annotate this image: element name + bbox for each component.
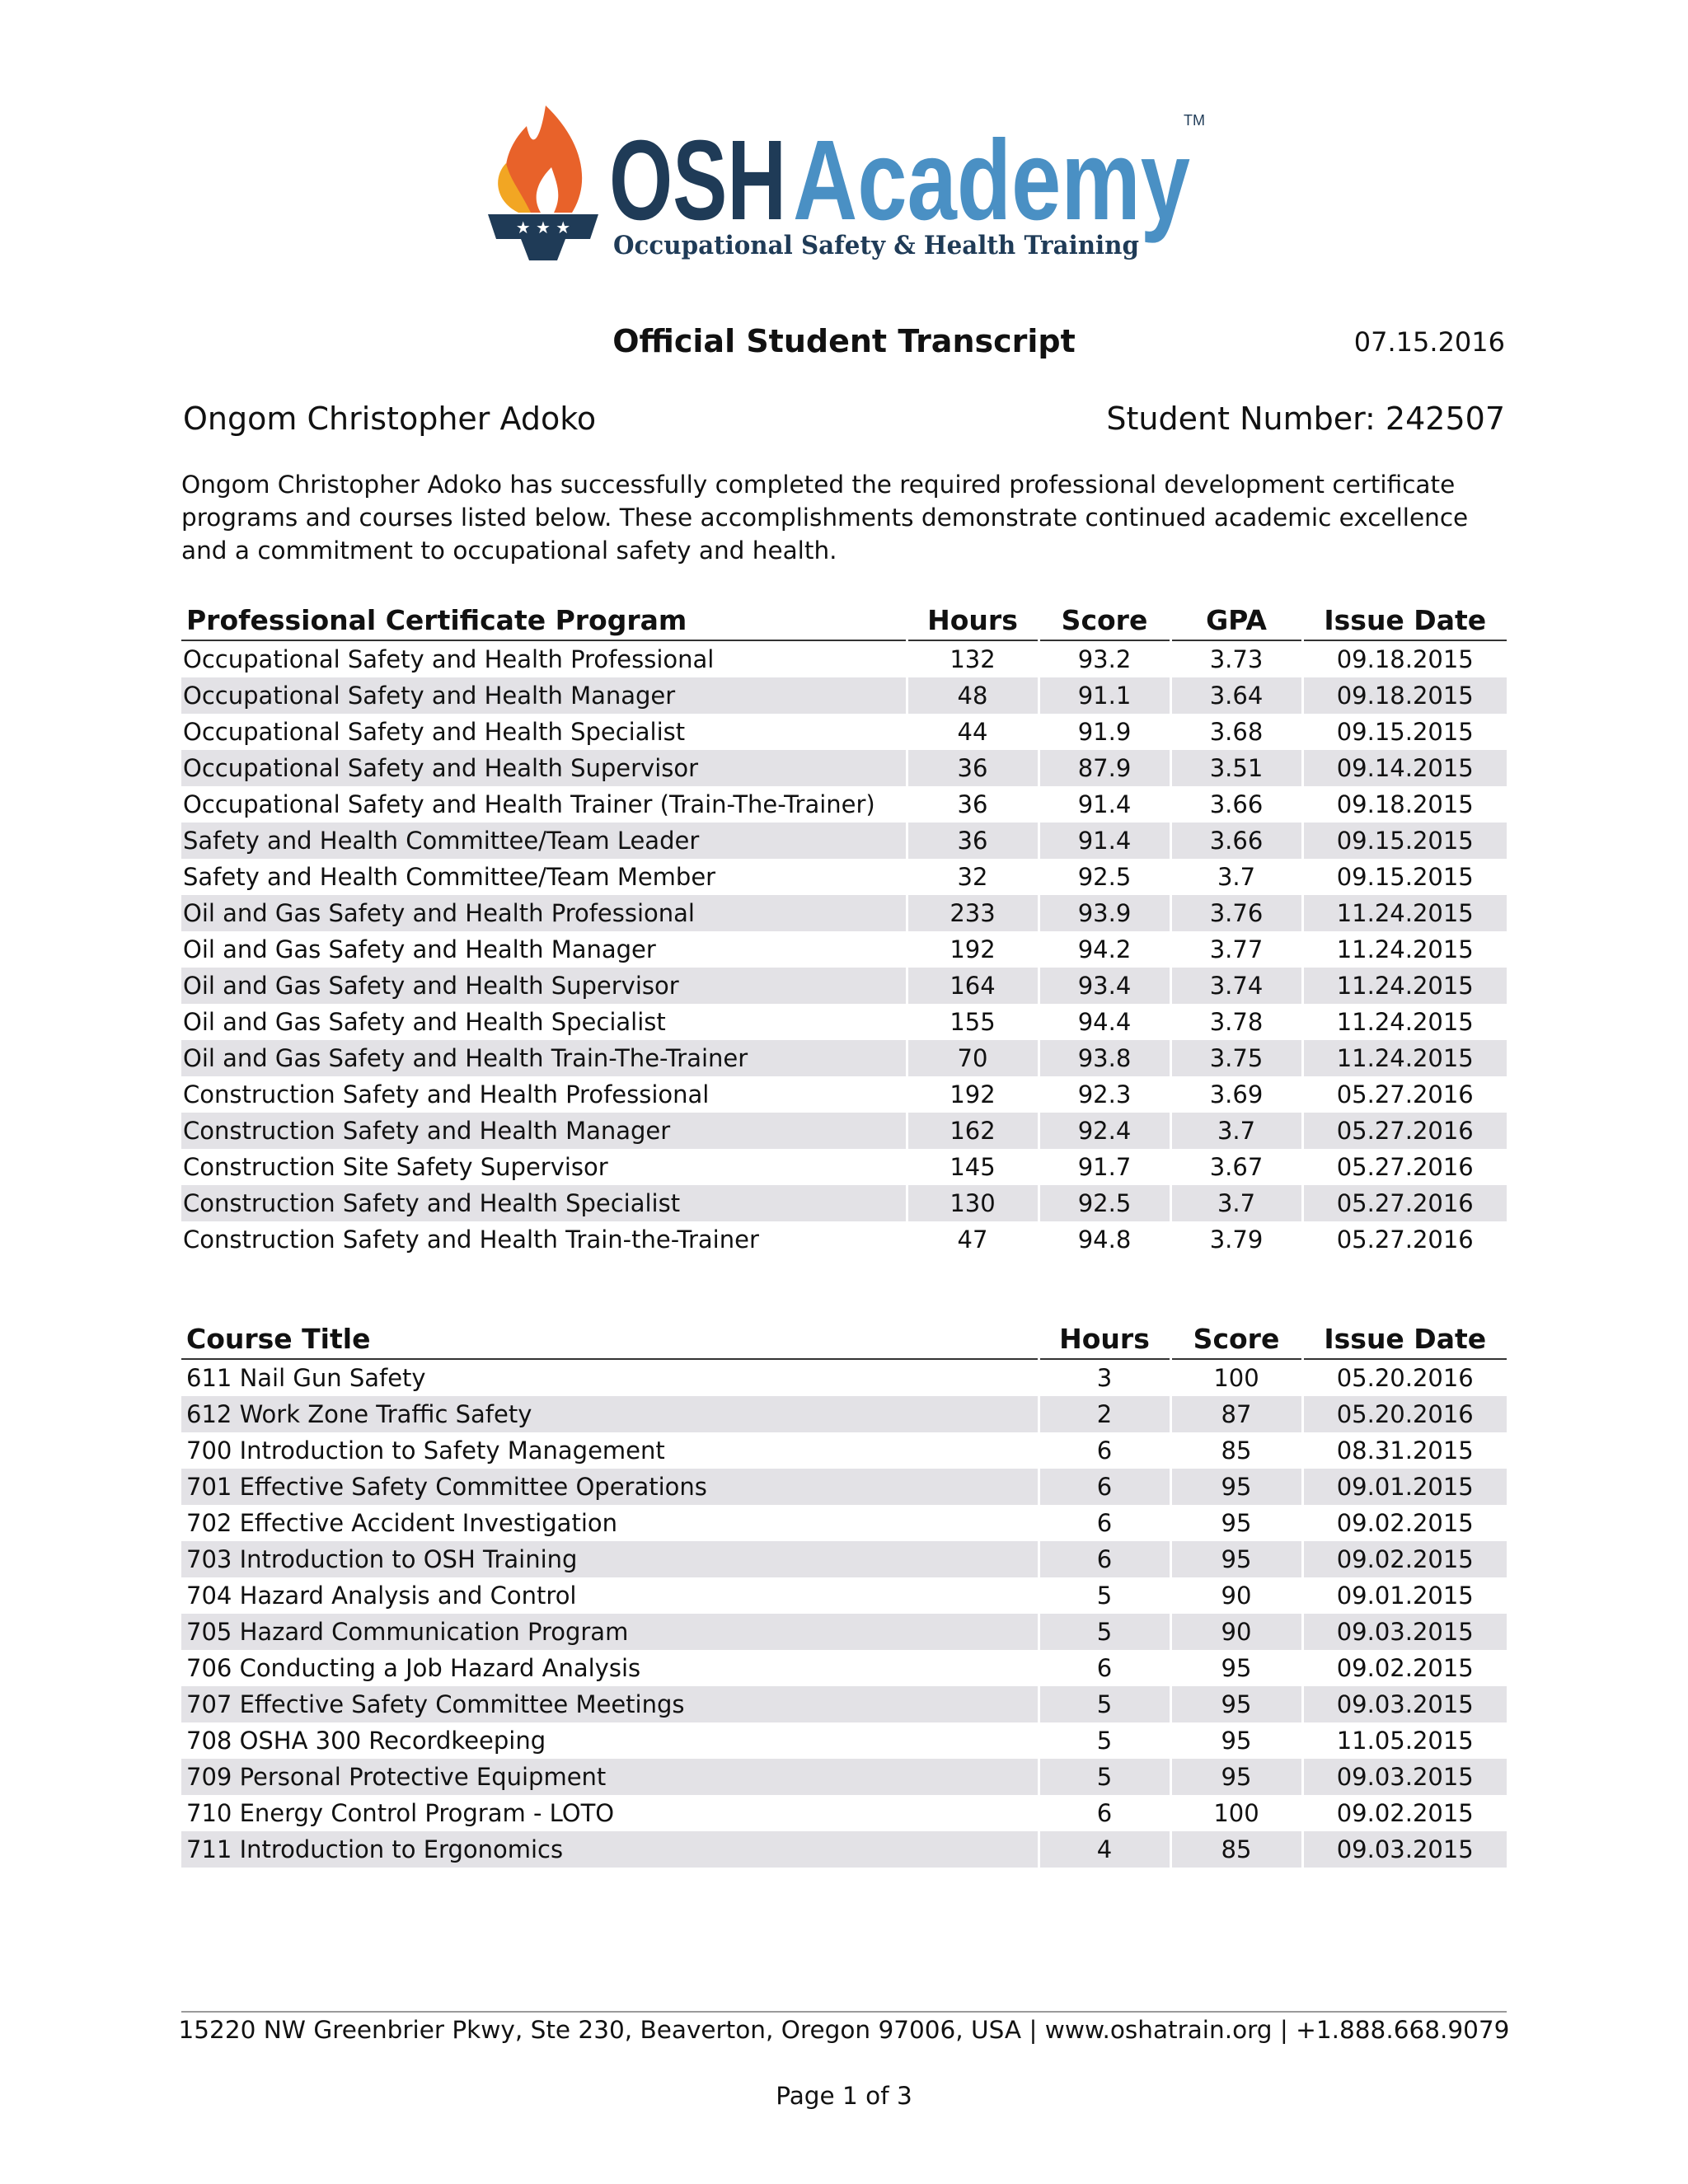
logo-graphic bbox=[481, 97, 1207, 279]
issue-date-cell: 05.27.2016 bbox=[1302, 1221, 1507, 1258]
gpa-cell: 3.78 bbox=[1170, 1004, 1302, 1040]
score-cell: 95 bbox=[1170, 1650, 1302, 1686]
gpa-cell: 3.73 bbox=[1170, 640, 1302, 677]
gpa-cell: 3.68 bbox=[1170, 714, 1302, 750]
issue-date-cell: 11.24.2015 bbox=[1302, 895, 1507, 931]
hours-cell: 164 bbox=[907, 968, 1039, 1004]
hours-cell: 5 bbox=[1039, 1759, 1170, 1795]
gpa-cell: 3.67 bbox=[1170, 1149, 1302, 1185]
hours-cell: 32 bbox=[907, 859, 1039, 895]
program-name: Construction Safety and Health Specialist bbox=[181, 1185, 907, 1221]
score-cell: 92.5 bbox=[1039, 859, 1170, 895]
issue-date-cell: 05.27.2016 bbox=[1302, 1185, 1507, 1221]
course-row bbox=[181, 1722, 1507, 1759]
score-cell: 95 bbox=[1170, 1505, 1302, 1541]
score-cell: 95 bbox=[1170, 1759, 1302, 1795]
issue-date-cell: 09.14.2015 bbox=[1302, 750, 1507, 786]
issue-date-cell: 09.18.2015 bbox=[1302, 640, 1507, 677]
certificate-row bbox=[181, 1040, 1507, 1076]
certificate-row bbox=[181, 750, 1507, 786]
header-hours: Hours bbox=[1039, 1315, 1170, 1359]
logo-trademark: TM bbox=[1184, 112, 1205, 129]
program-name: Oil and Gas Safety and Health Train-The-Trainer bbox=[181, 1040, 907, 1076]
program-name: Occupational Safety and Health Trainer (Train-The-Trainer) bbox=[183, 790, 875, 818]
logo-tagline: Occupational Safety & Health Training bbox=[613, 231, 1139, 260]
issue-date-cell: 09.01.2015 bbox=[1302, 1577, 1507, 1614]
hours-cell: 130 bbox=[907, 1185, 1039, 1221]
score-cell: 95 bbox=[1170, 1541, 1302, 1577]
gpa-cell: 3.64 bbox=[1170, 677, 1302, 714]
gpa-cell: 3.79 bbox=[1170, 1221, 1302, 1258]
issue-date-cell: 05.27.2016 bbox=[1302, 1076, 1507, 1113]
course-title: 706 Conducting a Job Hazard Analysis bbox=[186, 1654, 641, 1682]
issue-date-cell: 09.18.2015 bbox=[1302, 677, 1507, 714]
course-table bbox=[181, 1315, 1507, 1868]
certificate-row bbox=[181, 823, 1507, 859]
program-name: Occupational Safety and Health Specialist bbox=[183, 718, 686, 746]
issue-date-cell: 05.20.2016 bbox=[1302, 1396, 1507, 1432]
course-row bbox=[181, 1795, 1507, 1831]
issue-date-cell: 05.20.2016 bbox=[1302, 1359, 1507, 1396]
logo-osh-text: OSH bbox=[609, 117, 786, 244]
issue-date-cell: 09.03.2015 bbox=[1302, 1831, 1507, 1868]
score-cell: 87 bbox=[1170, 1396, 1302, 1432]
course-title: 710 Energy Control Program - LOTO bbox=[186, 1799, 615, 1827]
issue-date-cell: 09.02.2015 bbox=[1302, 1795, 1507, 1831]
hours-cell: 5 bbox=[1039, 1722, 1170, 1759]
page-number: Page 1 of 3 bbox=[776, 2082, 912, 2110]
score-cell: 90 bbox=[1170, 1614, 1302, 1650]
issue-date-cell: 09.15.2015 bbox=[1302, 823, 1507, 859]
certificate-row bbox=[181, 786, 1507, 823]
score-cell: 91.4 bbox=[1039, 823, 1170, 859]
certificate-table-header bbox=[181, 597, 1507, 640]
course-row bbox=[181, 1650, 1507, 1686]
program-name: Occupational Safety and Health Manager bbox=[181, 677, 907, 714]
header-issue-date: Issue Date bbox=[1302, 1315, 1507, 1359]
certificate-row bbox=[181, 1113, 1507, 1149]
course-table-header bbox=[181, 1315, 1507, 1359]
course-title: 612 Work Zone Traffic Safety bbox=[181, 1396, 1039, 1432]
course-row bbox=[181, 1469, 1507, 1505]
intro-paragraph: Ongom Christopher Adoko has successfully completed the required professional development certificate programs and courses listed below. These accomplishments demonstrate continued academic excellence and a commitment to occupational safety and health. bbox=[181, 471, 1469, 565]
course-row bbox=[181, 1541, 1507, 1577]
hours-cell: 5 bbox=[1039, 1686, 1170, 1722]
score-cell: 93.4 bbox=[1039, 968, 1170, 1004]
issue-date-cell: 09.18.2015 bbox=[1302, 786, 1507, 823]
certificate-row bbox=[181, 1004, 1507, 1040]
issue-date-cell: 09.03.2015 bbox=[1302, 1686, 1507, 1722]
hours-cell: 192 bbox=[907, 1076, 1039, 1113]
hours-cell: 6 bbox=[1039, 1432, 1170, 1469]
issue-date-cell: 09.15.2015 bbox=[1302, 859, 1507, 895]
hours-cell: 233 bbox=[907, 895, 1039, 931]
issue-date-cell: 09.15.2015 bbox=[1302, 714, 1507, 750]
course-title: 703 Introduction to OSH Training bbox=[181, 1541, 1039, 1577]
hours-cell: 47 bbox=[907, 1221, 1039, 1258]
issue-date-cell: 11.24.2015 bbox=[1302, 1004, 1507, 1040]
score-cell: 87.9 bbox=[1039, 750, 1170, 786]
osh-academy-logo bbox=[481, 97, 1207, 279]
issue-date-cell: 11.24.2015 bbox=[1302, 968, 1507, 1004]
program-name: Safety and Health Committee/Team Leader bbox=[181, 823, 907, 859]
course-row bbox=[181, 1359, 1507, 1396]
gpa-cell: 3.7 bbox=[1170, 859, 1302, 895]
issue-date-cell: 11.24.2015 bbox=[1302, 1040, 1507, 1076]
score-cell: 95 bbox=[1170, 1686, 1302, 1722]
course-row bbox=[181, 1831, 1507, 1868]
score-cell: 93.2 bbox=[1039, 640, 1170, 677]
score-cell: 92.3 bbox=[1039, 1076, 1170, 1113]
course-title: 711 Introduction to Ergonomics bbox=[181, 1831, 1039, 1868]
hours-cell: 132 bbox=[907, 640, 1039, 677]
issue-date-cell: 09.03.2015 bbox=[1302, 1759, 1507, 1795]
certificate-row bbox=[181, 1185, 1507, 1221]
score-cell: 94.8 bbox=[1039, 1221, 1170, 1258]
program-name: Oil and Gas Safety and Health Professional bbox=[181, 895, 907, 931]
course-row bbox=[181, 1577, 1507, 1614]
hours-cell: 48 bbox=[907, 677, 1039, 714]
score-cell: 93.9 bbox=[1039, 895, 1170, 931]
page-title: Official Student Transcript bbox=[612, 323, 1076, 359]
hours-cell: 5 bbox=[1039, 1614, 1170, 1650]
score-cell: 95 bbox=[1170, 1469, 1302, 1505]
gpa-cell: 3.66 bbox=[1170, 786, 1302, 823]
hours-cell: 3 bbox=[1039, 1359, 1170, 1396]
program-name: Construction Safety and Health Professional bbox=[183, 1080, 710, 1108]
footer-address: 15220 NW Greenbrier Pkwy, Ste 230, Beaverton, Oregon 97006, USA | www.oshatrain.org | +1.888.668.9079 bbox=[178, 2016, 1510, 2044]
header-course-title: Course Title bbox=[181, 1315, 1039, 1359]
issue-date-cell: 09.03.2015 bbox=[1302, 1614, 1507, 1650]
header-issue-date: Issue Date bbox=[1302, 597, 1507, 640]
hours-cell: 192 bbox=[907, 931, 1039, 968]
transcript-date: 07.15.2016 bbox=[1353, 326, 1505, 358]
score-cell: 93.8 bbox=[1039, 1040, 1170, 1076]
gpa-cell: 3.7 bbox=[1170, 1185, 1302, 1221]
issue-date-cell: 09.02.2015 bbox=[1302, 1650, 1507, 1686]
course-title: 700 Introduction to Safety Management bbox=[186, 1436, 665, 1465]
hours-cell: 162 bbox=[907, 1113, 1039, 1149]
certificate-row bbox=[181, 1076, 1507, 1113]
course-title: 611 Nail Gun Safety bbox=[186, 1364, 426, 1392]
course-title: 701 Effective Safety Committee Operations bbox=[181, 1469, 1039, 1505]
gpa-cell: 3.66 bbox=[1170, 823, 1302, 859]
score-cell: 85 bbox=[1170, 1831, 1302, 1868]
certificate-row bbox=[181, 1149, 1507, 1185]
hours-cell: 36 bbox=[907, 823, 1039, 859]
gpa-cell: 3.77 bbox=[1170, 931, 1302, 968]
program-name: Safety and Health Committee/Team Member bbox=[183, 863, 716, 891]
issue-date-cell: 09.02.2015 bbox=[1302, 1541, 1507, 1577]
hours-cell: 70 bbox=[907, 1040, 1039, 1076]
hours-cell: 6 bbox=[1039, 1469, 1170, 1505]
score-cell: 92.4 bbox=[1039, 1113, 1170, 1149]
score-cell: 91.7 bbox=[1039, 1149, 1170, 1185]
svg-text:★ ★ ★: ★ ★ ★ bbox=[515, 218, 571, 237]
program-name: Construction Safety and Health Manager bbox=[181, 1113, 907, 1149]
score-cell: 95 bbox=[1170, 1722, 1302, 1759]
course-row bbox=[181, 1614, 1507, 1650]
certificate-row bbox=[181, 931, 1507, 968]
hours-cell: 6 bbox=[1039, 1541, 1170, 1577]
score-cell: 100 bbox=[1170, 1359, 1302, 1396]
certificate-row bbox=[181, 640, 1507, 677]
footer-divider bbox=[181, 2011, 1507, 2013]
program-name: Construction Safety and Health Train-the-Trainer bbox=[183, 1226, 759, 1254]
hours-cell: 36 bbox=[907, 786, 1039, 823]
score-cell: 91.4 bbox=[1039, 786, 1170, 823]
course-title: 707 Effective Safety Committee Meetings bbox=[181, 1686, 1039, 1722]
student-number: Student Number: 242507 bbox=[1106, 401, 1505, 437]
issue-date-cell: 11.05.2015 bbox=[1302, 1722, 1507, 1759]
score-cell: 91.9 bbox=[1039, 714, 1170, 750]
course-title: 705 Hazard Communication Program bbox=[181, 1614, 1039, 1650]
logo-academy-text: Academy bbox=[793, 117, 1191, 244]
hours-cell: 4 bbox=[1039, 1831, 1170, 1868]
hours-cell: 44 bbox=[907, 714, 1039, 750]
certificate-row bbox=[181, 895, 1507, 931]
course-row bbox=[181, 1432, 1507, 1469]
program-name: Oil and Gas Safety and Health Supervisor bbox=[181, 968, 907, 1004]
course-row bbox=[181, 1505, 1507, 1541]
program-name: Construction Site Safety Supervisor bbox=[183, 1153, 608, 1181]
program-name: Oil and Gas Safety and Health Specialist bbox=[183, 1008, 666, 1036]
score-cell: 94.4 bbox=[1039, 1004, 1170, 1040]
gpa-cell: 3.75 bbox=[1170, 1040, 1302, 1076]
header-score: Score bbox=[1170, 1315, 1302, 1359]
header-hours: Hours bbox=[907, 597, 1039, 640]
score-cell: 92.5 bbox=[1039, 1185, 1170, 1221]
score-cell: 85 bbox=[1170, 1432, 1302, 1469]
score-cell: 91.1 bbox=[1039, 677, 1170, 714]
gpa-cell: 3.76 bbox=[1170, 895, 1302, 931]
hours-cell: 155 bbox=[907, 1004, 1039, 1040]
hours-cell: 6 bbox=[1039, 1505, 1170, 1541]
issue-date-cell: 09.02.2015 bbox=[1302, 1505, 1507, 1541]
gpa-cell: 3.74 bbox=[1170, 968, 1302, 1004]
certificate-row bbox=[181, 677, 1507, 714]
header-score: Score bbox=[1039, 597, 1170, 640]
course-row bbox=[181, 1759, 1507, 1795]
certificate-row bbox=[181, 859, 1507, 895]
hours-cell: 145 bbox=[907, 1149, 1039, 1185]
hours-cell: 6 bbox=[1039, 1795, 1170, 1831]
program-name: Occupational Safety and Health Professional bbox=[183, 645, 715, 673]
course-title: 709 Personal Protective Equipment bbox=[181, 1759, 1039, 1795]
score-cell: 90 bbox=[1170, 1577, 1302, 1614]
certificate-table bbox=[181, 597, 1507, 1258]
issue-date-cell: 11.24.2015 bbox=[1302, 931, 1507, 968]
course-title: 708 OSHA 300 Recordkeeping bbox=[186, 1727, 546, 1755]
hours-cell: 5 bbox=[1039, 1577, 1170, 1614]
hours-cell: 6 bbox=[1039, 1650, 1170, 1686]
issue-date-cell: 09.01.2015 bbox=[1302, 1469, 1507, 1505]
header-program: Professional Certificate Program bbox=[181, 597, 907, 640]
issue-date-cell: 05.27.2016 bbox=[1302, 1113, 1507, 1149]
score-cell: 94.2 bbox=[1039, 931, 1170, 968]
score-cell: 100 bbox=[1170, 1795, 1302, 1831]
course-row bbox=[181, 1686, 1507, 1722]
course-title: 704 Hazard Analysis and Control bbox=[186, 1582, 577, 1610]
issue-date-cell: 05.27.2016 bbox=[1302, 1149, 1507, 1185]
certificate-row bbox=[181, 714, 1507, 750]
course-row bbox=[181, 1396, 1507, 1432]
certificate-row bbox=[181, 1221, 1507, 1258]
student-name: Ongom Christopher Adoko bbox=[183, 401, 597, 437]
header-gpa: GPA bbox=[1170, 597, 1302, 640]
gpa-cell: 3.69 bbox=[1170, 1076, 1302, 1113]
hours-cell: 36 bbox=[907, 750, 1039, 786]
hours-cell: 2 bbox=[1039, 1396, 1170, 1432]
course-title: 702 Effective Accident Investigation bbox=[186, 1509, 618, 1537]
program-name: Occupational Safety and Health Supervisor bbox=[181, 750, 907, 786]
certificate-row bbox=[181, 968, 1507, 1004]
issue-date-cell: 08.31.2015 bbox=[1302, 1432, 1507, 1469]
program-name: Oil and Gas Safety and Health Manager bbox=[183, 935, 656, 963]
gpa-cell: 3.7 bbox=[1170, 1113, 1302, 1149]
gpa-cell: 3.51 bbox=[1170, 750, 1302, 786]
